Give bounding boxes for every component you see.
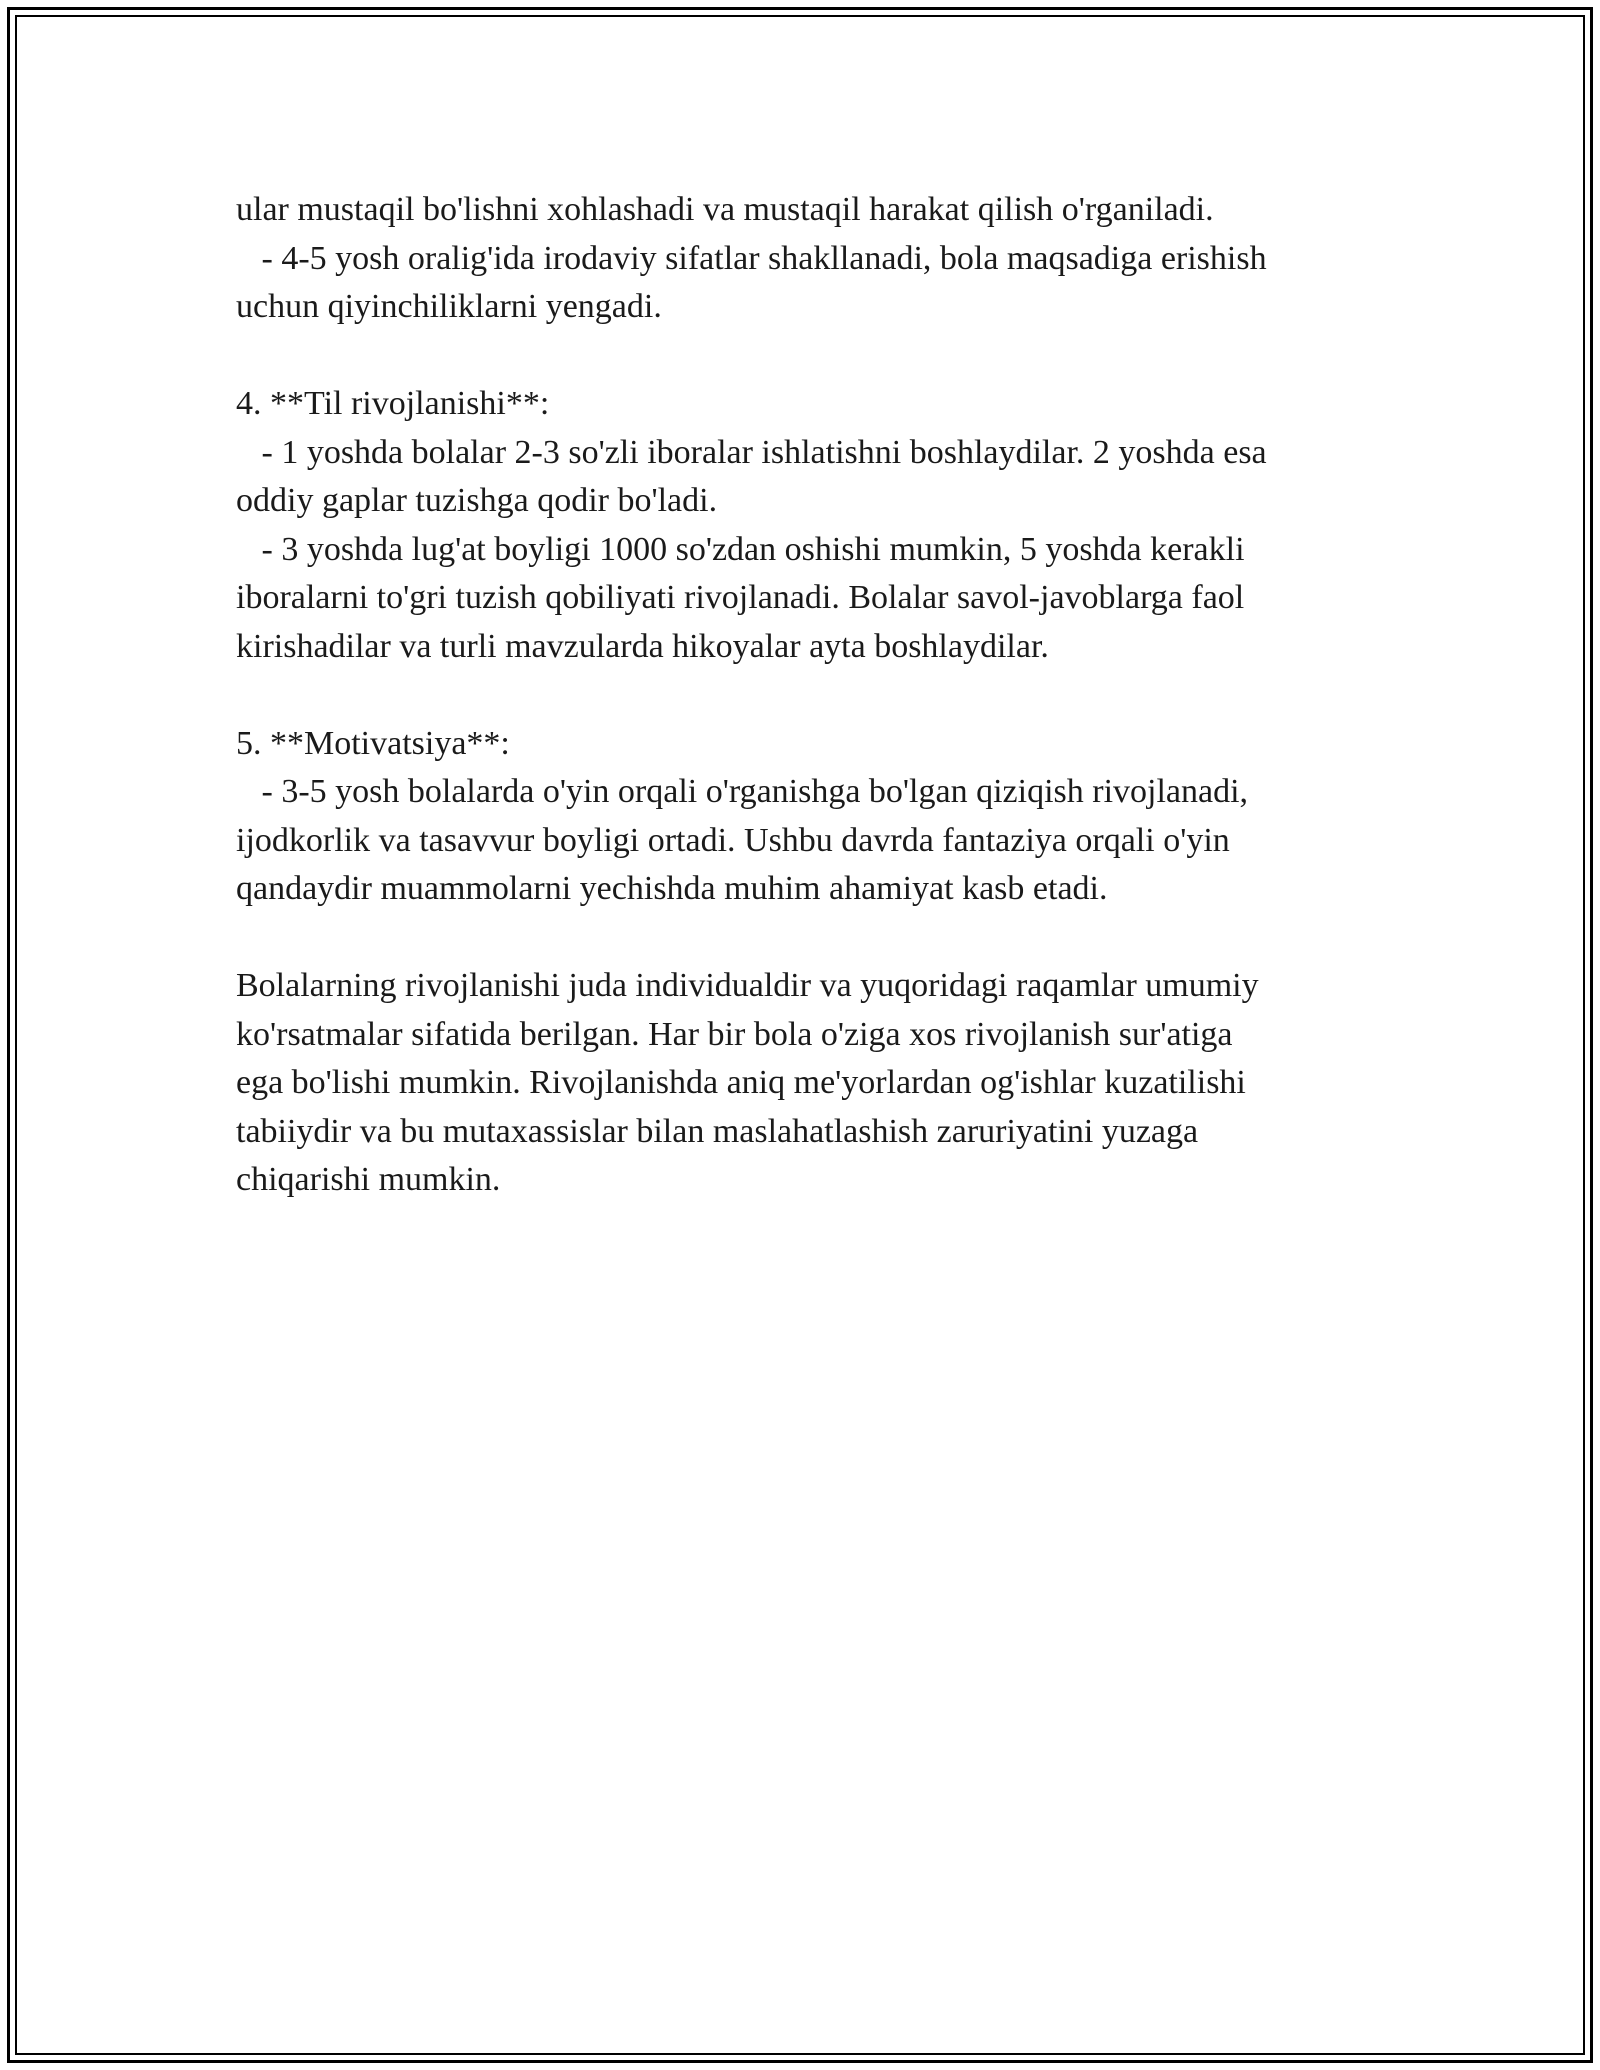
text-line: ko'rsatmalar sifatida berilgan. Har bir bola o'ziga xos rivojlanish sur'atiga [236, 1015, 1233, 1053]
text-line: tabiiydir va bu mutaxassislar bilan maslahatlashish zaruriyatini yuzaga [236, 1112, 1199, 1150]
text-line: ega bo'lishi mumkin. Rivojlanishda aniq me'yorlardan og'ishlar kuzatilishi [236, 1064, 1246, 1101]
text-line: kirishadilar va turli mavzularda hikoyalar ayta boshlaydilar. [236, 627, 1049, 665]
text-line: chiqarishi mumkin. [236, 1161, 501, 1198]
section-heading: 4. **Til rivojlanishi**: [236, 385, 550, 422]
paragraph-gap [236, 671, 1366, 720]
text-line: - 4-5 yosh oralig'ida irodaviy sifatlar shakllanadi, bola maqsadiga erishish [236, 239, 1267, 277]
paragraph-gap [236, 914, 1366, 963]
paragraph-gap [236, 332, 1366, 381]
text-line: ijodkorlik va tasavvur boyligi ortadi. Ushbu davrda fantaziya orqali o'yin [236, 821, 1230, 859]
text-line: - 3 yoshda lug'at boyligi 1000 so'zdan oshishi mumkin, 5 yoshda kerakli [236, 530, 1245, 568]
text-line: Bolalarning rivojlanishi juda individualdir va yuqoridagi raqamlar umumiy [236, 967, 1259, 1004]
text-line: ular mustaqil bo'lishni xohlashadi va mustaqil harakat qilish o'rganiladi. [236, 191, 1214, 228]
text-line: qandaydir muammolarni yechishda muhim ahamiyat kasb etadi. [236, 870, 1108, 907]
text-line: - 3-5 yosh bolalarda o'yin orqali o'rganishga bo'lgan qiziqish rivojlanadi, [236, 773, 1249, 810]
document-body [236, 186, 1366, 1205]
text-line: iboralarni to'gri tuzish qobiliyati rivojlanadi. Bolalar savol-javoblarga faol [236, 579, 1245, 616]
text-line: uchun qiyinchiliklarni yengadi. [236, 288, 662, 325]
text-line: - 1 yoshda bolalar 2-3 so'zli iboralar ishlatishni boshlaydilar. 2 yoshda esa [236, 433, 1267, 471]
section-heading: 5. **Motivatsiya**: [236, 724, 510, 762]
text-line: oddiy gaplar tuzishga qodir bo'ladi. [236, 482, 718, 519]
